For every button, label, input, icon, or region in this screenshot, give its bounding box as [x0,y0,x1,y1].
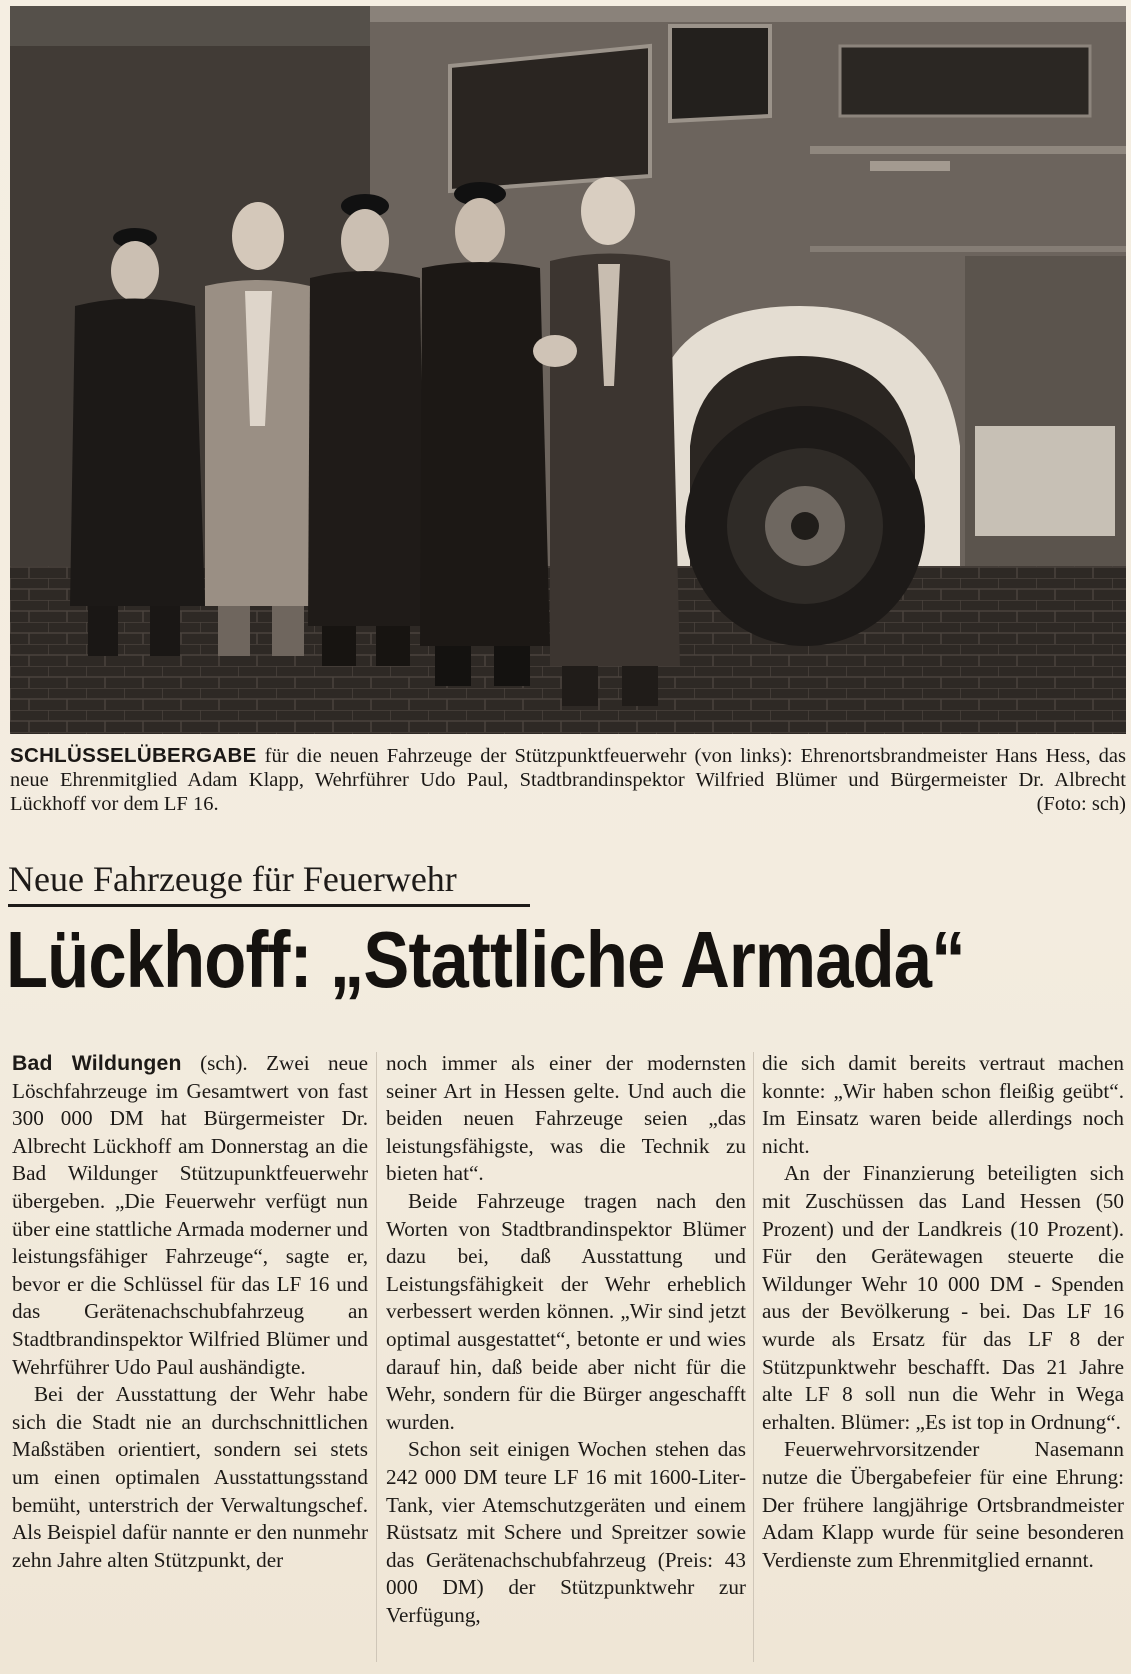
paragraph-text: (sch). Zwei neue Löschfahrzeuge im Gesamtwert von fast 300 000 DM hat Bürgermeister Dr. Albrecht Lückhoff am Donnerstag an die Bad Wildunger Stützupunktfeuerwehr übergeben. „Die Feuerwehr verfügt nun über eine stattliche Armada moderner und leistungsfähiger Fahrzeuge“, sagte er, bevor er die Schlüssel für das LF 16 und das Gerätenachschubfahrzeug an Stadtbrandinspektor Wilfried Blümer und Wehrführer Udo Paul aushändigte. [12,1051,369,1379]
paragraph: noch immer als einer der modernsten seiner Art in Hessen gelte. Und auch die beiden neuen Fahrzeuge seien „das leistungsfähigste, was die Technik zu bieten hat“. [386,1051,746,1186]
dateline: Bad Wildungen [12,1052,182,1075]
paragraph: Schon seit einigen Wochen stehen das 242 000 DM teure LF 16 mit 1600-Liter-Tank, vier Atemschutzgeräten und einem Rüstsatz mit Schere und Spreitzer sowie das Gerätenachschubfahrzeug (Preis: 43 000 DM) der Stützpunktwehr zur Verfügung, [386,1437,746,1627]
column-rule [753,1052,754,1662]
column-rule [376,1052,377,1662]
paragraph: Feuerwehrvorsitzender Nasemann nutze die Übergabefeier für eine Ehrung: Der frühere langjährige Ortsbrandmeister Adam Klapp wurde für seine besonderen Verdienste zum Ehrenmitglied ernannt. [762,1437,1124,1572]
paragraph: Beide Fahrzeuge tragen nach den Worten von Stadtbrandinspektor Blümer dazu bei, daß Ausstattung und Leistungsfähigkeit der Wehr erheblich verbessert werden können. „Wir sind jetzt optimal ausgestattet“, betonte er und wies darauf hin, daß beide aber nicht für die Wehr, sondern für die Bürger angeschafft wurden. [386,1188,746,1434]
paragraph: die sich damit bereits vertraut machen konnte: „Wir haben schon fleißig geübt“. Im Einsatz waren beide allerdings noch nicht. [762,1051,1124,1158]
article-column-3 [762,1050,1124,1574]
photo-credit: (Foto: sch) [1036,793,1126,815]
paragraph: Bei der Ausstattung der Wehr habe sich die Stadt nie an durchschnittlichen Maßstäben orientiert, sondern sei stets um einen optimalen Ausstattungsstand bemüht, unterstrich der Verwaltungschef. Als Beispiel dafür nannte er den nunmehr zehn Jahre alten Stützpunkt, der [12,1382,368,1572]
press-photo [10,6,1126,734]
paragraph: An der Finanzierung beteiligten sich mit Zuschüssen das Land Hessen (50 Prozent) und der Landkreis (10 Prozent). Für den Gerätewagen steuerte die Wildunger Wehr 10 000 DM - Spenden aus der Bevölkerung - bei. Das LF 16 wurde als Ersatz für das LF 8 der Stützpunktwehr beschafft. Das 21 Jahre alte LF 8 soll nun die Wehr in Wega erhalten. Blümer: „Es ist top in Ordnung“. [762,1161,1124,1434]
caption-text: für die neuen Fahrzeuge der Stützpunktfeuerwehr (von links): Ehrenortsbrandmeister Hans Hess, das neue Ehrenmitglied Adam Klapp, Wehrführer Udo Paul, Stadtbrandinspektor Wilfried Blümer und Bürgermeister Dr. Albrecht Lückhoff vor dem LF 16. [10,745,1126,815]
article-column-2 [386,1050,746,1629]
article-column-1 [12,1050,368,1574]
photo-caption [10,744,1126,816]
paragraph [12,1050,368,1381]
caption-lead: SCHLÜSSELÜBERGABE [10,744,257,767]
headline: Lückhoff: „Stattliche Armada“ [6,915,965,1004]
kicker-subheadline: Neue Fahrzeuge für Feuerwehr [8,858,530,907]
